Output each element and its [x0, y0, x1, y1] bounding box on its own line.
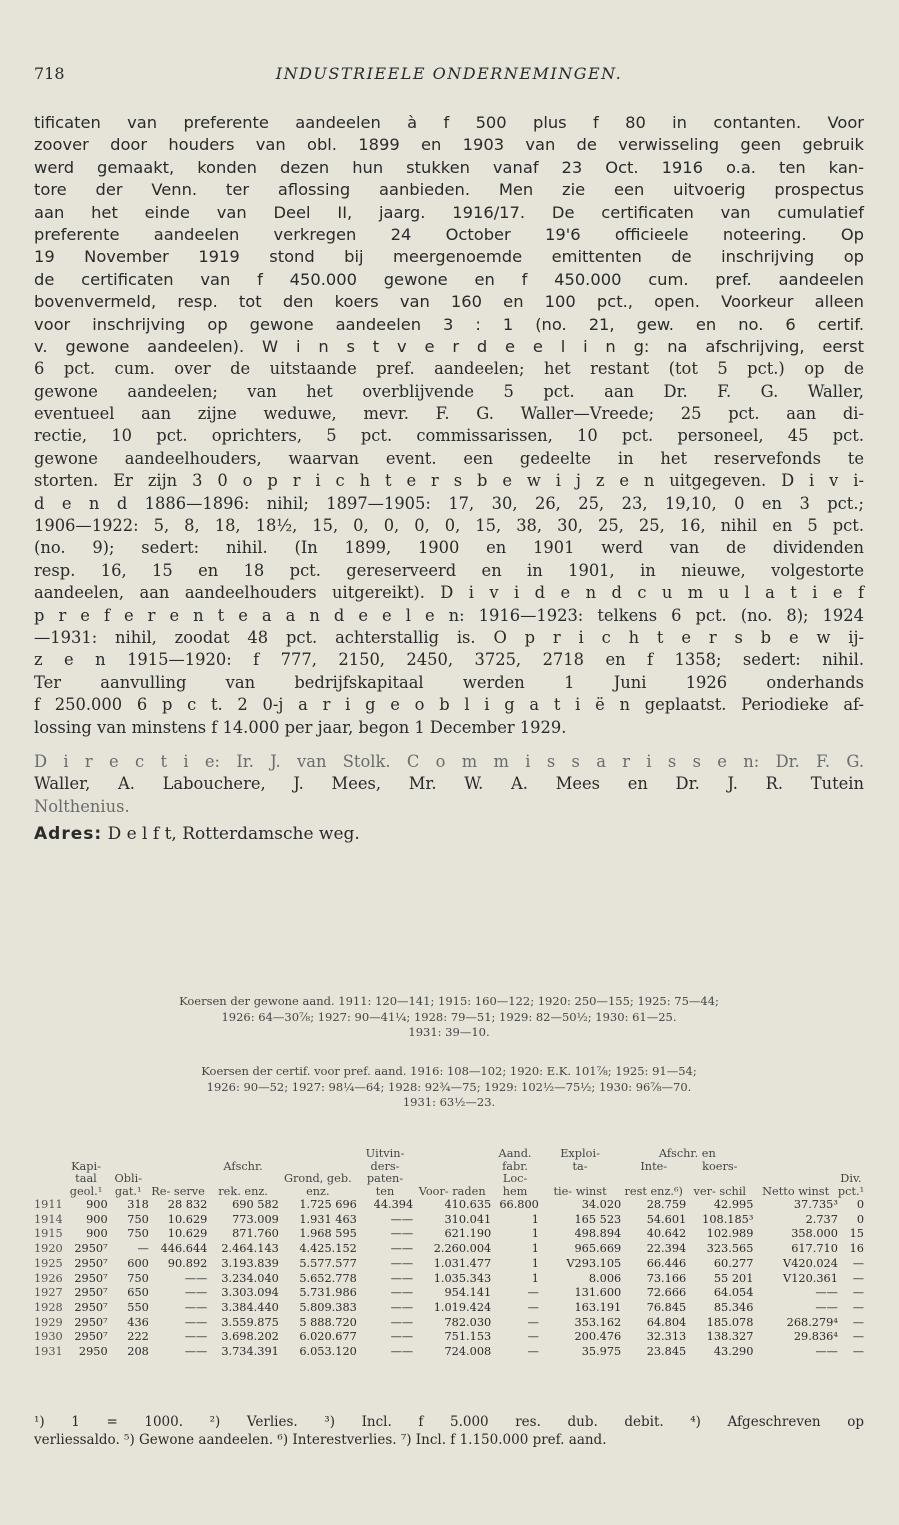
text-line: Nolthenius.	[34, 796, 130, 816]
table-cell: 871.760	[232, 1227, 279, 1241]
column-header: paten- ten	[366, 1172, 404, 1198]
column-header: Inte-	[640, 1159, 668, 1173]
table-cell: 690 582	[232, 1198, 279, 1211]
table-cell: 550	[127, 1300, 149, 1314]
table-cell: 138.327	[706, 1330, 754, 1344]
text-line: gewone aandeelen; van het overblijvende 5 pct. aan Dr. F. G. Waller,	[34, 381, 864, 401]
table-cell: —	[527, 1330, 539, 1344]
table-cell: 3.234.040	[221, 1271, 279, 1285]
table-cell: 750	[127, 1271, 149, 1285]
table-cell: 900	[86, 1227, 108, 1241]
table-cell: ——	[184, 1271, 208, 1285]
text-line: f 250.000 6 p c t. 2 0-j a r i g e o b l i g a t i ë n geplaatst. Periodieke af-	[34, 695, 864, 715]
table-cell: ——	[184, 1315, 208, 1329]
text-line: D i r e c t i e: Ir. J. van Stolk. C o m m i s s a r i s s e n: Dr. F. G.	[34, 751, 864, 771]
table-cell: 1	[531, 1256, 539, 1270]
koersen-gewone	[34, 994, 864, 1041]
table-cell: 22.394	[646, 1242, 687, 1256]
table-cell: 5.652.778	[299, 1271, 357, 1285]
text-line: aan het einde van Deel II, jaarg. 1916/17. De certificaten van cumulatief	[34, 202, 864, 222]
text-line: v. gewone aandeelen). W i n s t v e r d e e l i n g: na afschrijving, eerst	[34, 336, 864, 356]
text-line: aandeelen, aan aandeelhouders uitgereikt). D i v i d e n d c u m u l a t i e f	[34, 583, 864, 603]
table-cell: 8.006	[588, 1271, 622, 1285]
column-header: rek. enz.	[218, 1184, 268, 1198]
text-line: preferente aandeelen verkregen 24 October 19'6 officieele noteering. Op	[34, 224, 864, 244]
table-cell: ——	[390, 1315, 414, 1329]
table-cell: 1.035.343	[433, 1271, 492, 1285]
table-cell: 185.078	[706, 1315, 754, 1329]
table-cell: 353.162	[574, 1315, 622, 1329]
table-cell: 900	[86, 1198, 108, 1211]
address-line	[34, 820, 864, 848]
table-cell: —	[852, 1315, 864, 1329]
table-cell: 782.030	[444, 1315, 492, 1329]
column-header: taal geol.¹	[69, 1172, 103, 1198]
table-cell: 73.166	[646, 1271, 687, 1285]
table-cell: 131.600	[574, 1286, 622, 1300]
table-cell: 55 201	[713, 1271, 754, 1285]
column-header: fabr.	[502, 1159, 528, 1173]
table-cell: 32.313	[646, 1330, 687, 1344]
table-cell: —	[852, 1256, 864, 1270]
table-cell: —	[852, 1300, 864, 1314]
year-cell: 1926	[34, 1271, 63, 1285]
table-cell: 600	[127, 1256, 149, 1270]
column-header: Obli- gat.¹	[114, 1172, 143, 1198]
table-cell: 165 523	[574, 1212, 622, 1226]
table-cell: 410.635	[444, 1198, 492, 1211]
text-line: gewone aandeelhouders, waarvan event. een gedeelte in het reservefonds te	[34, 448, 864, 468]
page-number: 718	[34, 64, 65, 83]
table-cell: 2950⁷	[74, 1271, 108, 1285]
text-line: (no. 9); sedert: nihil. (In 1899, 1900 en 1901 werd van de dividenden	[34, 538, 864, 558]
table-cell: 1	[531, 1271, 539, 1285]
table-cell: 650	[127, 1286, 149, 1300]
table-cell: 108.185³	[702, 1212, 754, 1226]
year-cell: 1930	[34, 1330, 63, 1344]
text-line: eventueel aan zijne weduwe, mevr. F. G. Waller—Vreede; 25 pct. aan di-	[34, 404, 864, 424]
column-header: Aand.	[498, 1147, 532, 1160]
text-line: lossing van minstens f 14.000 per jaar, begon 1 December 1929.	[34, 717, 567, 737]
column-header: Exploi-	[560, 1147, 600, 1160]
table-cell: 1.031.477	[433, 1256, 492, 1270]
table-cell: 751.153	[444, 1330, 492, 1344]
table-cell: 318	[127, 1198, 149, 1211]
table-cell: 90.892	[167, 1256, 208, 1270]
table-cell: 163.191	[574, 1300, 622, 1314]
table-cell: 773.009	[232, 1212, 279, 1226]
table-cell: V120.361	[783, 1271, 838, 1285]
text-line: zoover door houders van obl. 1899 en 1903 van de verwisseling geen gebruik	[34, 135, 864, 155]
text-line: tore der Venn. ter aflossing aanbieden. Men zie een uitvoerig prospectus	[34, 180, 864, 200]
column-header: Voor- raden	[418, 1184, 486, 1198]
table-cell: —	[527, 1286, 539, 1300]
table-cell: —	[852, 1330, 864, 1344]
table-cell: 3.193.839	[221, 1256, 279, 1270]
table-cell: 34.020	[581, 1198, 622, 1211]
table-cell: 208	[127, 1345, 149, 1359]
table-cell: 10.629	[167, 1227, 208, 1241]
table-row	[34, 1301, 864, 1316]
table-cell: ——	[815, 1300, 838, 1314]
table-cell: 72.666	[646, 1286, 687, 1300]
year-cell: 1920	[34, 1242, 63, 1256]
text-line: storten. Er zijn 3 0 o p r i c h t e r s b e w i j z e n uitgegeven. D i v i-	[34, 471, 864, 491]
table-cell: ——	[390, 1242, 414, 1256]
table-cell: ——	[390, 1227, 414, 1241]
koers-line: 1926: 90—52; 1927: 98¼—64; 1928: 92¾—75; 1929: 102½—75½; 1930: 96⅞—70.	[206, 1079, 692, 1094]
table-cell: 85.346	[713, 1300, 754, 1314]
table-cell: ——	[390, 1330, 414, 1344]
table-cell: 29.836⁴	[793, 1330, 838, 1344]
table-cell: 724.008	[444, 1345, 492, 1359]
table-cell: 446.644	[160, 1242, 208, 1256]
footnotes	[34, 1413, 864, 1449]
table-cell: 66.446	[646, 1256, 687, 1270]
table-cell: ——	[815, 1345, 838, 1359]
text-line: z e n 1915—1920: f 777, 2150, 2450, 3725, 2718 en f 1358; sedert: nihil.	[34, 650, 864, 670]
text-line: tificaten van preferente aandeelen à f 500 plus f 80 in contanten. Voor	[34, 113, 864, 132]
header-row-mid	[34, 1161, 864, 1174]
table-cell: —	[852, 1271, 864, 1285]
column-header: Afschr.	[223, 1159, 263, 1173]
table-cell: 323.565	[706, 1242, 754, 1256]
text-line: p r e f e r e n t e a a n d e e l e n: 1916—1923: telkens 6 pct. (no. 8); 1924	[34, 605, 864, 625]
table-cell: 5.731.986	[299, 1286, 357, 1300]
table-row	[34, 1286, 864, 1301]
year-cell: 1911	[34, 1198, 63, 1211]
year-cell: 1925	[34, 1256, 63, 1270]
column-header: Loc- hem	[502, 1172, 528, 1198]
text-line: d e n d 1886—1896: nihil; 1897—1905: 17, 30, 26, 25, 23, 19,10, 0 en 3 pct.;	[34, 493, 864, 513]
text-line: de certificaten van f 450.000 gewone en f 450.000 cum. pref. aandeelen	[34, 269, 864, 289]
koers-line: 1931: 63½—23.	[402, 1095, 496, 1109]
table-cell: 268.279⁴	[786, 1315, 838, 1329]
footnote-line: ¹) 1 = 1000. ²) Verlies. ³) Incl. f 5.000 res. dub. debit. ⁴) Afgeschreven op	[34, 1414, 864, 1430]
table-cell: 2.464.143	[221, 1242, 279, 1256]
table-cell: 2.260.004	[433, 1242, 492, 1256]
table-cell: 310.041	[444, 1212, 492, 1226]
table-cell: 42.995	[713, 1198, 754, 1211]
table-cell: 1.931 463	[299, 1212, 357, 1226]
table-cell: 43.290	[713, 1345, 754, 1359]
table-cell: 2950⁷	[74, 1242, 108, 1256]
table-cell: 900	[86, 1212, 108, 1226]
text-line: rectie, 10 pct. oprichters, 5 pct. commissarissen, 10 pct. personeel, 45 pct.	[34, 426, 864, 446]
table-cell: 10.629	[167, 1212, 208, 1226]
table-cell: 3.559.875	[221, 1315, 279, 1329]
column-header: Re- serve	[151, 1184, 205, 1198]
column-header: tie- winst	[553, 1184, 607, 1198]
table-cell: ——	[184, 1300, 208, 1314]
table-cell: 2.737	[805, 1212, 838, 1226]
table-cell: —	[852, 1345, 864, 1359]
table-body	[34, 1198, 864, 1360]
table-cell: 16	[849, 1242, 864, 1256]
column-header: Netto winst	[762, 1184, 830, 1198]
table-cell: 965.669	[574, 1242, 622, 1256]
table-cell: 35.975	[581, 1345, 622, 1359]
table-cell: 1.019.424	[433, 1300, 492, 1314]
table-cell: 23.845	[646, 1345, 687, 1359]
table-cell: —	[137, 1242, 149, 1256]
year-cell: 1931	[34, 1345, 63, 1359]
table-cell: 2950⁷	[74, 1330, 108, 1344]
table-cell: 28.759	[646, 1198, 687, 1211]
table-cell: 2950⁷	[74, 1286, 108, 1300]
table-cell: 44.394	[373, 1198, 414, 1211]
table-cell: V420.024	[783, 1256, 838, 1270]
table-cell: ——	[184, 1330, 208, 1344]
koers-line: Koersen der gewone aand. 1911: 120—141; 1915: 160—122; 1920: 250—155; 1925: 75—44;	[179, 994, 719, 1008]
column-header: Afschr. en	[658, 1147, 716, 1160]
koers-line: 1931: 39—10.	[408, 1025, 490, 1039]
table-cell: 28 832	[167, 1198, 208, 1211]
table-cell: ——	[390, 1256, 414, 1270]
table-row	[34, 1213, 864, 1228]
table-cell: 2950⁷	[74, 1256, 108, 1270]
column-header: Grond, geb. enz.	[284, 1172, 352, 1198]
text-line: voor inschrijving op gewone aandeelen 3 : 1 (no. 21, gew. en no. 6 certif.	[34, 314, 864, 334]
table-row	[34, 1257, 864, 1272]
koers-line: Koersen der certif. voor pref. aand. 1916: 108—102; 1920: E.K. 101⅞; 1925: 91—54;	[201, 1064, 697, 1078]
table-cell: 3.303.094	[221, 1286, 279, 1300]
table-cell: ——	[390, 1345, 414, 1359]
table-cell: 1	[531, 1242, 539, 1256]
table-cell: 4.425.152	[299, 1242, 357, 1256]
table-cell: 750	[127, 1212, 149, 1226]
table-cell: 0	[856, 1198, 864, 1211]
table-cell: 1	[531, 1227, 539, 1241]
year-cell: 1914	[34, 1212, 63, 1226]
table-cell: 64.804	[646, 1315, 687, 1329]
column-header: ders-	[370, 1159, 400, 1173]
text-line: bovenvermeld, resp. tot den koers van 160 en 100 pct., open. Voorkeur alleen	[34, 292, 864, 312]
table-row	[34, 1227, 864, 1242]
text-line: werd gemaakt, konden dezen hun stukken vanaf 23 Oct. 1916 o.a. ten kan-	[34, 157, 864, 177]
koersen-certif	[34, 1064, 864, 1111]
table-cell: 1.725 696	[299, 1198, 357, 1211]
table-cell: 222	[127, 1330, 149, 1344]
table-cell: —	[852, 1286, 864, 1300]
table-cell: 5.809.383	[299, 1300, 357, 1314]
table-cell: ——	[184, 1286, 208, 1300]
table-cell: 3.384.440	[221, 1300, 279, 1314]
table-cell: 64.054	[713, 1286, 754, 1300]
year-cell: 1927	[34, 1286, 63, 1300]
table-cell: ——	[390, 1271, 414, 1285]
table-cell: ——	[184, 1345, 208, 1359]
year-cell: 1929	[34, 1315, 63, 1329]
table-cell: —	[527, 1345, 539, 1359]
table-cell: 0	[856, 1212, 864, 1226]
header-row-columns	[34, 1173, 864, 1198]
table-row	[34, 1345, 864, 1360]
table-cell: 3.734.391	[221, 1345, 279, 1359]
text-line: —1931: nihil, zoodat 48 pct. achterstallig is. O p r i c h t e r s b e w ij-	[34, 627, 864, 647]
table-cell: 6.053.120	[299, 1345, 357, 1359]
table-cell: 37.735³	[793, 1198, 838, 1211]
table-row	[34, 1198, 864, 1213]
table-cell: 60.277	[713, 1256, 754, 1270]
data-table	[34, 1148, 864, 1360]
text-line: 1906—1922: 5, 8, 18, 18½, 15, 0, 0, 0, 0, 15, 38, 30, 25, 25, 16, nihil en 5 pct.	[34, 516, 864, 536]
table-cell: —	[527, 1315, 539, 1329]
table-cell: 5.577.577	[299, 1256, 357, 1270]
table-cell: 498.894	[574, 1227, 622, 1241]
running-head	[34, 64, 864, 88]
table-cell: V293.105	[566, 1256, 622, 1270]
table-cell: 954.141	[444, 1286, 492, 1300]
text-line: resp. 16, 15 en 18 pct. gereserveerd en in 1901, in nieuwe, volgestorte	[34, 560, 864, 580]
table-row	[34, 1242, 864, 1257]
page-title: INDUSTRIEELE ONDERNEMINGEN.	[275, 64, 623, 83]
table-cell: 200.476	[574, 1330, 622, 1344]
text-line: 19 November 1919 stond bij meergenoemde emittenten de inschrijving op	[34, 247, 864, 267]
table-cell: —	[527, 1300, 539, 1314]
address-value: D e l f t, Rotterdamsche weg.	[107, 824, 360, 845]
table-cell: 40.642	[646, 1227, 687, 1241]
column-header: Div. pct.¹	[837, 1172, 865, 1198]
text-line: 6 pct. cum. over de uitstaande pref. aandeelen; het restant (tot 5 pct.) op de	[34, 359, 864, 379]
footnote-line: verliessaldo. ⁵) Gewone aandeelen. ⁶) Interestverlies. ⁷) Incl. f 1.150.000 pref. aand.	[34, 1432, 607, 1448]
column-header: koers-	[702, 1159, 738, 1173]
column-header	[34, 1173, 64, 1198]
table-cell: 76.845	[646, 1300, 687, 1314]
table-cell: ——	[390, 1212, 414, 1226]
table-cell: 2950⁷	[74, 1315, 108, 1329]
text-line: Waller, A. Labouchere, J. Mees, Mr. W. A. Mees en Dr. J. R. Tutein	[34, 774, 864, 794]
table-cell: ——	[390, 1300, 414, 1314]
year-cell: 1928	[34, 1300, 63, 1314]
table-cell: 3.698.202	[221, 1330, 279, 1344]
table-cell: 5 888.720	[299, 1315, 357, 1329]
table-cell: 617.710	[791, 1242, 838, 1256]
table-row	[34, 1272, 864, 1287]
body-text	[34, 112, 864, 848]
table-row	[34, 1330, 864, 1345]
table-cell: 2950	[78, 1345, 108, 1359]
table-row	[34, 1316, 864, 1331]
table-cell: 750	[127, 1227, 149, 1241]
table-cell: 66.800	[499, 1198, 539, 1211]
table-cell: 1.968 595	[299, 1227, 357, 1241]
table-cell: 2950⁷	[74, 1300, 108, 1314]
financial-table	[34, 1148, 864, 1360]
table-cell: 1	[531, 1212, 539, 1226]
table-cell: 6.020.677	[299, 1330, 357, 1344]
year-cell: 1915	[34, 1227, 63, 1241]
address-label: Adres:	[34, 824, 103, 845]
column-header: Kapi-	[71, 1159, 101, 1173]
header-row-top	[34, 1148, 864, 1161]
column-header: rest enz.⁶)	[624, 1184, 683, 1198]
table-cell: 15	[849, 1227, 864, 1241]
column-header: ta-	[572, 1159, 588, 1173]
koers-line: 1926: 64—30⅞; 1927: 90—41¼; 1928: 79—51; 1929: 82—50½; 1930: 61—25.	[221, 1009, 677, 1024]
table-cell: 621.190	[444, 1227, 492, 1241]
table-cell: ——	[390, 1286, 414, 1300]
table-cell: ——	[815, 1286, 838, 1300]
table-cell: 54.601	[646, 1212, 687, 1226]
table-cell: 102.989	[706, 1227, 754, 1241]
table-cell: 436	[127, 1315, 149, 1329]
column-header: ver- schil	[693, 1184, 747, 1198]
table-cell: 358.000	[791, 1227, 838, 1241]
text-line: Ter aanvulling van bedrijfskapitaal werden 1 Juni 1926 onderhands	[34, 672, 864, 692]
column-header: Uitvin-	[365, 1147, 405, 1160]
